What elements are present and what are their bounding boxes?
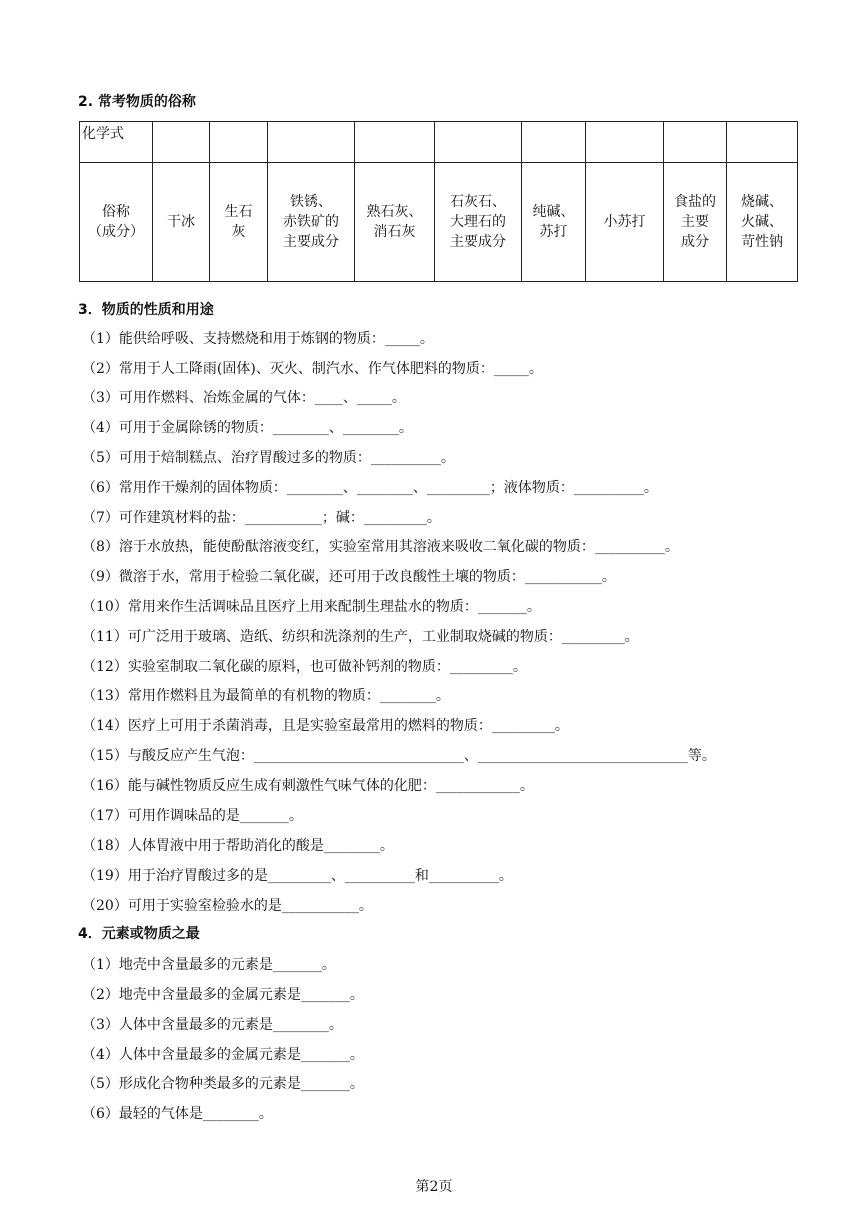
question-item: （6）常用作干燥剂的固体物质：________、________、_________；液体物质：__________。 <box>82 480 658 496</box>
table-cell <box>153 122 210 163</box>
table-cell <box>435 122 522 163</box>
question-item: （1）地壳中含量最多的元素是_______。 <box>82 957 336 973</box>
table-cell: 小苏打 <box>586 163 664 282</box>
question-item: （15）与酸反应产生气泡：______________________________、______________________________等。 <box>82 748 716 764</box>
table-row-label: 俗称 （成分） <box>80 163 153 282</box>
table-cell <box>210 122 268 163</box>
table-cell <box>664 122 727 163</box>
table-cell: 熟石灰、 消石灰 <box>355 163 435 282</box>
question-item: （13）常用作燃料且为最简单的有机物的物质：________。 <box>82 688 450 704</box>
question-item: （7）可作建筑材料的盐：___________；碱：_________。 <box>82 510 441 526</box>
table-cell <box>268 122 355 163</box>
question-item: （4）可用于金属除锈的物质：________、________。 <box>82 420 413 436</box>
question-item: （5）可用于焙制糕点、治疗胃酸过多的物质：__________。 <box>82 450 455 466</box>
table-cell <box>586 122 664 163</box>
section-2-heading: 2. 常考物质的俗称 <box>78 94 196 110</box>
question-item: （8）溶于水放热，能使酚酞溶液变红，实验室常用其溶液来吸收二氧化碳的物质：__________。 <box>82 539 679 555</box>
section-3-heading: 3．物质的性质和用途 <box>78 302 214 318</box>
table-cell: 纯碱、 苏打 <box>522 163 586 282</box>
question-item: （10）常用来作生活调味品且医疗上用来配制生理盐水的物质：_______。 <box>82 599 541 615</box>
question-item: （19）用于治疗胃酸过多的是_________、__________和__________。 <box>82 868 513 884</box>
table-cell <box>727 122 798 163</box>
question-item: （20）可用于实验室检验水的是___________。 <box>82 898 373 914</box>
table-cell: 生石 灰 <box>210 163 268 282</box>
table-cell <box>522 122 586 163</box>
question-item: （14）医疗上可用于杀菌消毒，且是实验室最常用的燃料的物质：_________。 <box>82 718 569 734</box>
table-cell: 食盐的 主要 成分 <box>664 163 727 282</box>
question-item: （18）人体胃液中用于帮助消化的酸是________。 <box>82 838 394 854</box>
table-cell: 铁锈、 赤铁矿的 主要成分 <box>268 163 355 282</box>
question-item: （4）人体中含量最多的金属元素是_______。 <box>82 1047 364 1063</box>
table-cell: 石灰石、 大理石的 主要成分 <box>435 163 522 282</box>
table-cell <box>355 122 435 163</box>
question-item: （3）人体中含量最多的元素是________。 <box>82 1017 343 1033</box>
question-item: （1）能供给呼吸、支持燃烧和用于炼钢的物质：_____。 <box>82 331 434 347</box>
question-item: （12）实验室制取二氧化碳的原料，也可做补钙剂的物质：_________。 <box>82 659 527 675</box>
question-item: （16）能与碱性物质反应生成有刺激性气味气体的化肥：____________。 <box>82 778 534 794</box>
question-item: （17）可用作调味品的是_______。 <box>82 808 303 824</box>
table-row-formula <box>80 122 798 163</box>
question-item: （5）形成化合物种类最多的元素是_______。 <box>82 1076 364 1092</box>
question-item: （3）可用作燃料、冶炼金属的气体：____、_____。 <box>82 390 406 406</box>
common-names-table <box>79 121 798 282</box>
table-cell: 烧碱、 火碱、 苛性钠 <box>727 163 798 282</box>
question-item: （2）常用于人工降雨(固体)、灭火、制汽水、作气体肥料的物质：_____。 <box>82 361 543 377</box>
question-item: （9）微溶于水，常用于检验二氧化碳，还可用于改良酸性土壤的物质：___________。 <box>82 569 616 585</box>
question-item: （2）地壳中含量最多的金属元素是_______。 <box>82 987 364 1003</box>
table-row-label: 化学式 <box>80 122 153 163</box>
question-item: （11）可广泛用于玻璃、造纸、纺织和洗涤剂的生产，工业制取烧碱的物质：_________。 <box>82 629 639 645</box>
question-item: （6）最轻的气体是________。 <box>82 1106 273 1122</box>
section-4-heading: 4．元素或物质之最 <box>78 926 200 942</box>
page-number: 第2页 <box>415 1179 453 1195</box>
table-row-common-name <box>80 163 798 282</box>
table-cell: 干冰 <box>153 163 210 282</box>
